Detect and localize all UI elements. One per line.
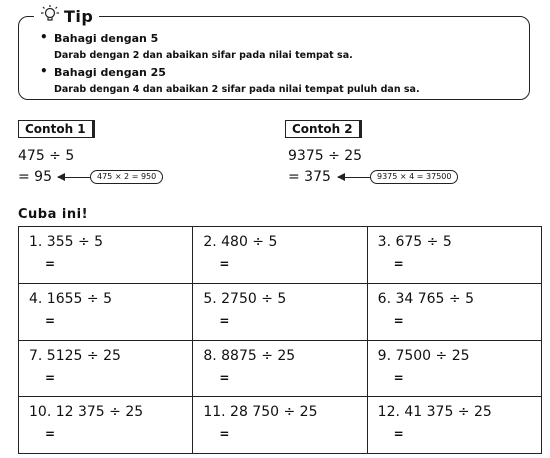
example-2-note: 9375 × 4 = 37500 (370, 170, 458, 184)
example-2-problem: 9375 ÷ 25 (288, 148, 363, 164)
question-cell (367, 283, 541, 340)
question-text: 8. 8875 ÷ 25 (203, 347, 296, 364)
question-cell (367, 397, 541, 454)
question-cell (19, 283, 193, 340)
lightbulb-icon (38, 4, 60, 28)
question-text: 1. 355 ÷ 5 (29, 234, 104, 250)
bullet-icon: • (40, 30, 48, 44)
answer-blank[interactable]: = (219, 313, 230, 328)
answer-blank[interactable]: = (219, 257, 230, 271)
answer-blank[interactable]: = (45, 427, 56, 442)
question-cell (193, 340, 367, 397)
question-text: 9. 7500 ÷ 25 (377, 347, 470, 364)
answer-blank[interactable]: = (219, 427, 230, 442)
question-cell (19, 227, 193, 284)
example-1-note: 475 × 2 = 950 (90, 170, 163, 184)
question-text: 6. 34 765 ÷ 5 (377, 290, 474, 307)
tip-description: Darab dengan 2 dan abaikan sifar pada nilai tempat sa. (54, 50, 353, 61)
table-row (19, 227, 542, 284)
example-1-label: Contoh 1 (18, 120, 95, 138)
arrow-left-icon (338, 177, 370, 178)
question-cell (19, 340, 193, 397)
arrow-left-icon (58, 177, 90, 178)
question-text: 4. 1655 ÷ 5 (29, 290, 112, 307)
question-text: 11. 28 750 ÷ 25 (203, 404, 318, 421)
question-text: 5. 2750 ÷ 5 (203, 290, 287, 307)
question-cell (193, 227, 367, 284)
answer-blank[interactable]: = (393, 370, 404, 385)
answer-blank[interactable]: = (45, 313, 56, 328)
question-cell (193, 397, 367, 454)
question-text: 10. 12 375 ÷ 25 (29, 404, 144, 421)
answer-blank[interactable]: = (45, 257, 56, 271)
table-row (19, 340, 542, 397)
bullet-icon: • (40, 64, 48, 78)
practice-grid (18, 226, 542, 454)
answer-blank[interactable]: = (45, 370, 56, 385)
answer-blank[interactable]: = (393, 257, 404, 271)
question-text: 7. 5125 ÷ 25 (29, 347, 121, 364)
practice-title: Cuba ini! (18, 207, 88, 222)
tip-item (40, 64, 520, 98)
answer-blank[interactable]: = (393, 313, 404, 328)
question-text: 3. 675 ÷ 5 (377, 234, 452, 250)
tip-heading: Bahagi dengan 5 (54, 32, 159, 45)
tip-heading: Bahagi dengan 25 (54, 66, 166, 79)
answer-blank[interactable]: = (393, 427, 404, 442)
tip-description: Darab dengan 4 dan abaikan 2 sifar pada nilai tempat puluh dan sa. (54, 84, 420, 95)
question-cell (19, 397, 193, 454)
table-row (19, 397, 542, 454)
question-text: 2. 480 ÷ 5 (203, 234, 278, 250)
example-2-answer: = 375 (288, 169, 331, 185)
table-row (19, 283, 542, 340)
example-2-label: Contoh 2 (285, 120, 362, 138)
example-1-answer: = 95 (18, 169, 52, 185)
answer-blank[interactable]: = (219, 370, 230, 385)
question-cell (193, 283, 367, 340)
question-text: 12. 41 375 ÷ 25 (377, 404, 492, 421)
tip-header (34, 4, 99, 28)
question-cell (367, 340, 541, 397)
example-1-problem: 475 ÷ 5 (18, 148, 75, 164)
tip-title: Tip (64, 6, 94, 26)
tip-item (40, 30, 520, 64)
question-cell (367, 227, 541, 284)
tip-list (40, 30, 520, 98)
